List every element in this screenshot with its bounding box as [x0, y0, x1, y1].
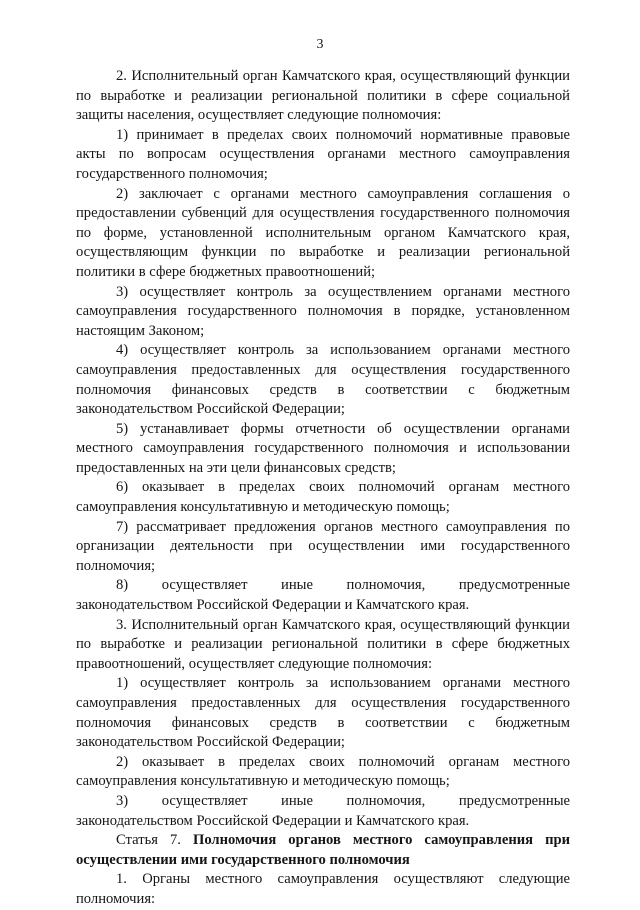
- paragraph-section-2-intro: 2. Исполнительный орган Камчатского края, осуществляющий функции по выработке и реализации региональной политики в сфере социальной защиты населения, осуществляет следующие полномочия:: [76, 68, 570, 124]
- list-item: 2) оказывает в пределах своих полномочий органам местного самоуправления консультативную и методическую помощь;: [76, 753, 570, 790]
- paragraph-section-3-intro: 3. Исполнительный орган Камчатского края, осуществляющий функции по выработке и реализации региональной политики в сфере бюджетных правоотношений, осуществляет следующие полномочия:: [76, 616, 570, 672]
- list-item: 2) заключает с органами местного самоуправления соглашения о предоставлении субвенций для осуществления государственного полномочия по форме, установленной исполнительным органом Камчатского края, осуществляющим функции по выработке и реализации региональной политики в сфере бюджетных правоотношений;: [76, 185, 570, 280]
- list-item: 7) рассматривает предложения органов местного самоуправления по организации деятельности при осуществлении ими государственного полномочия;: [76, 518, 570, 574]
- list-item: 4) осуществляет контроль за использованием органами местного самоуправления предоставленных для осуществления государственного полномочия финансовых средств в соответствии с бюджетным законодательством Российской Федерации;: [76, 342, 570, 418]
- list-item: 1) принимает в пределах своих полномочий нормативные правовые акты по вопросам осуществления органами местного самоуправления государственного полномочия;: [76, 126, 570, 182]
- list-item: 6) оказывает в пределах своих полномочий органам местного самоуправления консультативную и методическую помощь;: [76, 479, 570, 516]
- list-item: 8) осуществляет иные полномочия, предусмотренные законодательством Российской Федерации и Камчатского края.: [76, 577, 570, 614]
- page-number: 3: [316, 37, 324, 52]
- article-title: Полномочия органов местного самоуправления при осуществлении ими государственного полномочия: [76, 832, 571, 868]
- paragraph-article-7-intro: 1. Органы местного самоуправления осуществляют следующие полномочия:: [76, 871, 570, 907]
- list-item: 1) осуществляет контроль за использованием органами местного самоуправления предоставленных для осуществления государственного полномочия финансовых средств в соответствии с бюджетным законодательством Российской Федерации;: [76, 675, 570, 751]
- article-heading: [76, 831, 570, 870]
- list-item: 3) осуществляет контроль за осуществлением органами местного самоуправления государственного полномочия в порядке, установленном настоящим Законом;: [76, 283, 570, 339]
- document-body: [76, 67, 570, 910]
- list-item: 5) устанавливает формы отчетности об осуществлении органами местного самоуправления государственного полномочия и использовании предоставленных на эти цели финансовых средств;: [76, 420, 570, 476]
- list-item: 3) осуществляет иные полномочия, предусмотренные законодательством Российской Федерации и Камчатского края.: [76, 792, 570, 829]
- article-prefix: Статья 7.: [116, 832, 193, 849]
